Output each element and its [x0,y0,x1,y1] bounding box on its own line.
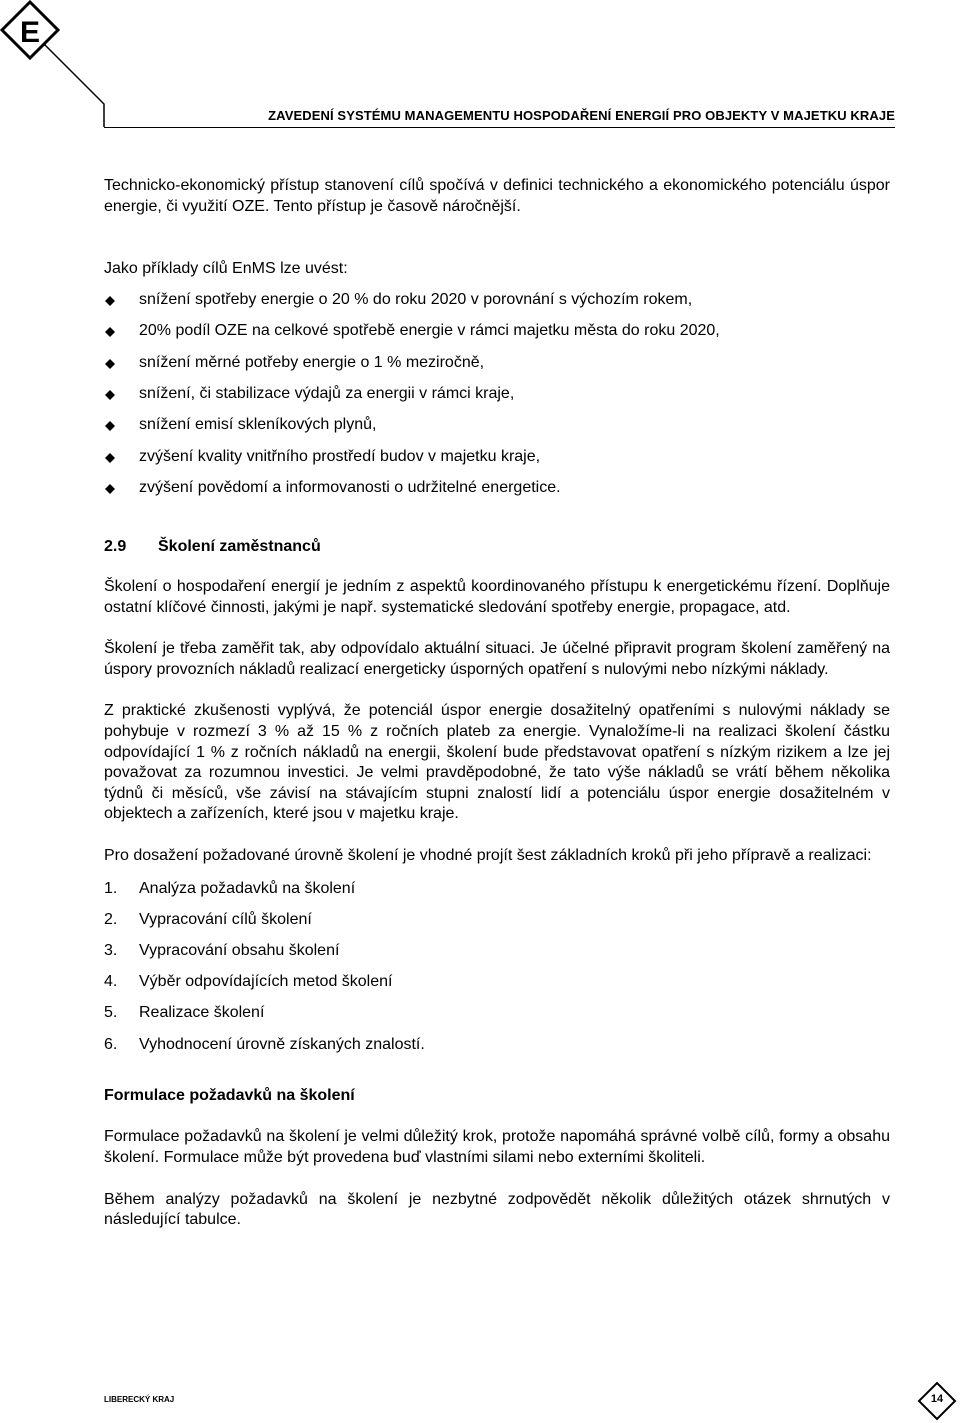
list-item: snížení, či stabilizace výdajů za energii v rámci kraje, [104,384,890,415]
diamond-bullet-icon [105,453,115,463]
intro-paragraph: Technicko-ekonomický přístup stanovení cílů spočívá v definici technického a ekonomického potenciálu úspor energie, či využití OZE. Tento přístup je časově náročnější. [104,177,890,215]
list-item: 1. Analýza požadavků na školení [104,879,356,897]
section-number: 2.9 [104,537,127,555]
list-item: 3. Vypracování obsahu školení [104,942,340,960]
list-item: 20% podíl OZE na celkové spotřebě energie v rámci majetku města do roku 2020, [104,321,890,352]
diamond-bullet-icon [105,484,115,494]
goals-lead: Jako příklady cílů EnMS lze uvést: [104,260,348,278]
paragraph: Školení o hospodaření energií je jedním z aspektů koordinovaného přístupu k energetickému řízení. Doplňuje ostatní klíčové činnosti, jakými je např. systematické sledování spotřeby energie, propagace, atd. [104,578,890,616]
section-heading [104,537,890,558]
paragraph: Školení je třeba zaměřit tak, aby odpovídalo aktuální situaci. Je účelné připravit program školení zaměřený na úspory provozních nákladů realizací energeticky úsporných opatření s nulovými nebo nízkými náklady. [104,640,890,678]
footer-org: LIBERECKÝ KRAJ [104,1395,175,1404]
section-title: Školení zaměstnanců [158,537,321,555]
list-item: snížení spotřeby energie o 20 % do roku 2020 v porovnání s výchozím rokem, [104,290,890,321]
diamond-bullet-icon [105,359,115,369]
list-item: zvýšení povědomí a informovanosti o udržitelné energetice. [104,478,890,509]
header-title: ZAVEDENÍ SYSTÉMU MANAGEMENTU HOSPODAŘENÍ ENERGIÍ PRO OBJEKTY V MAJETKU KRAJE [268,108,895,123]
header-divider [104,127,895,128]
paragraph: Během analýzy požadavků na školení je nezbytné zodpovědět několik důležitých otázek shrnutých v následující tabulce. [104,1190,890,1229]
diamond-bullet-icon [105,390,115,400]
paragraph: Formulace požadavků na školení je velmi důležitý krok, protože napomáhá správné volbě cílů, formy a obsahu školení. Formulace může být provedena buď vlastními silami nebo externími školiteli. [104,1128,890,1166]
list-item: zvýšení kvality vnitřního prostředí budov v majetku kraje, [104,447,890,478]
diamond-bullet-icon [105,296,115,306]
list-item: 6. Vyhodnocení úrovně získaných znalostí. [104,1035,425,1053]
document-body [104,176,890,1231]
list-item: 2. Vypracování cílů školení [104,910,312,928]
list-item: 4. Výběr odpovídajících metod školení [104,973,393,991]
diamond-bullet-icon [105,421,115,431]
page-number: 14 [930,1393,944,1405]
svg-text:E: E [19,16,41,49]
paragraph: Pro dosažení požadované úrovně školení je vhodné projít šest základních kroků při jeho přípravě a realizaci: [104,847,872,865]
list-item: 5. Realizace školení [104,1004,265,1022]
list-item: snížení měrné potřeby energie o 1 % meziročně, [104,353,890,384]
steps-list [104,879,890,1066]
diamond-bullet-icon [105,327,115,337]
subsection-heading: Formulace požadavků na školení [104,1086,355,1104]
paragraph: Z praktické zkušenosti vyplývá, že potenciál úspor energie dosažitelný opatřeními s nulovými náklady se pohybuje v rozmezí 3 % až 15 % z ročních plateb za energie. Vynaložíme-li na realizaci školení částku odpovídající 1 % z ročních nákladů na energii, školení bude představovat opatření s nízkým rizikem a lze jej považovat za rozumnou investici. Je velmi pravděpodobné, že tato výše nákladů se vrátí během několika týdnů či měsíců, vše závisí na stávajícím stupni znalostí lidí a potenciálu úspor energie dosažitelném v objektech a zařízeních, které jsou v majetku kraje. [104,702,890,823]
list-item: snížení emisí skleníkových plynů, [104,415,890,446]
goals-list [104,290,890,510]
